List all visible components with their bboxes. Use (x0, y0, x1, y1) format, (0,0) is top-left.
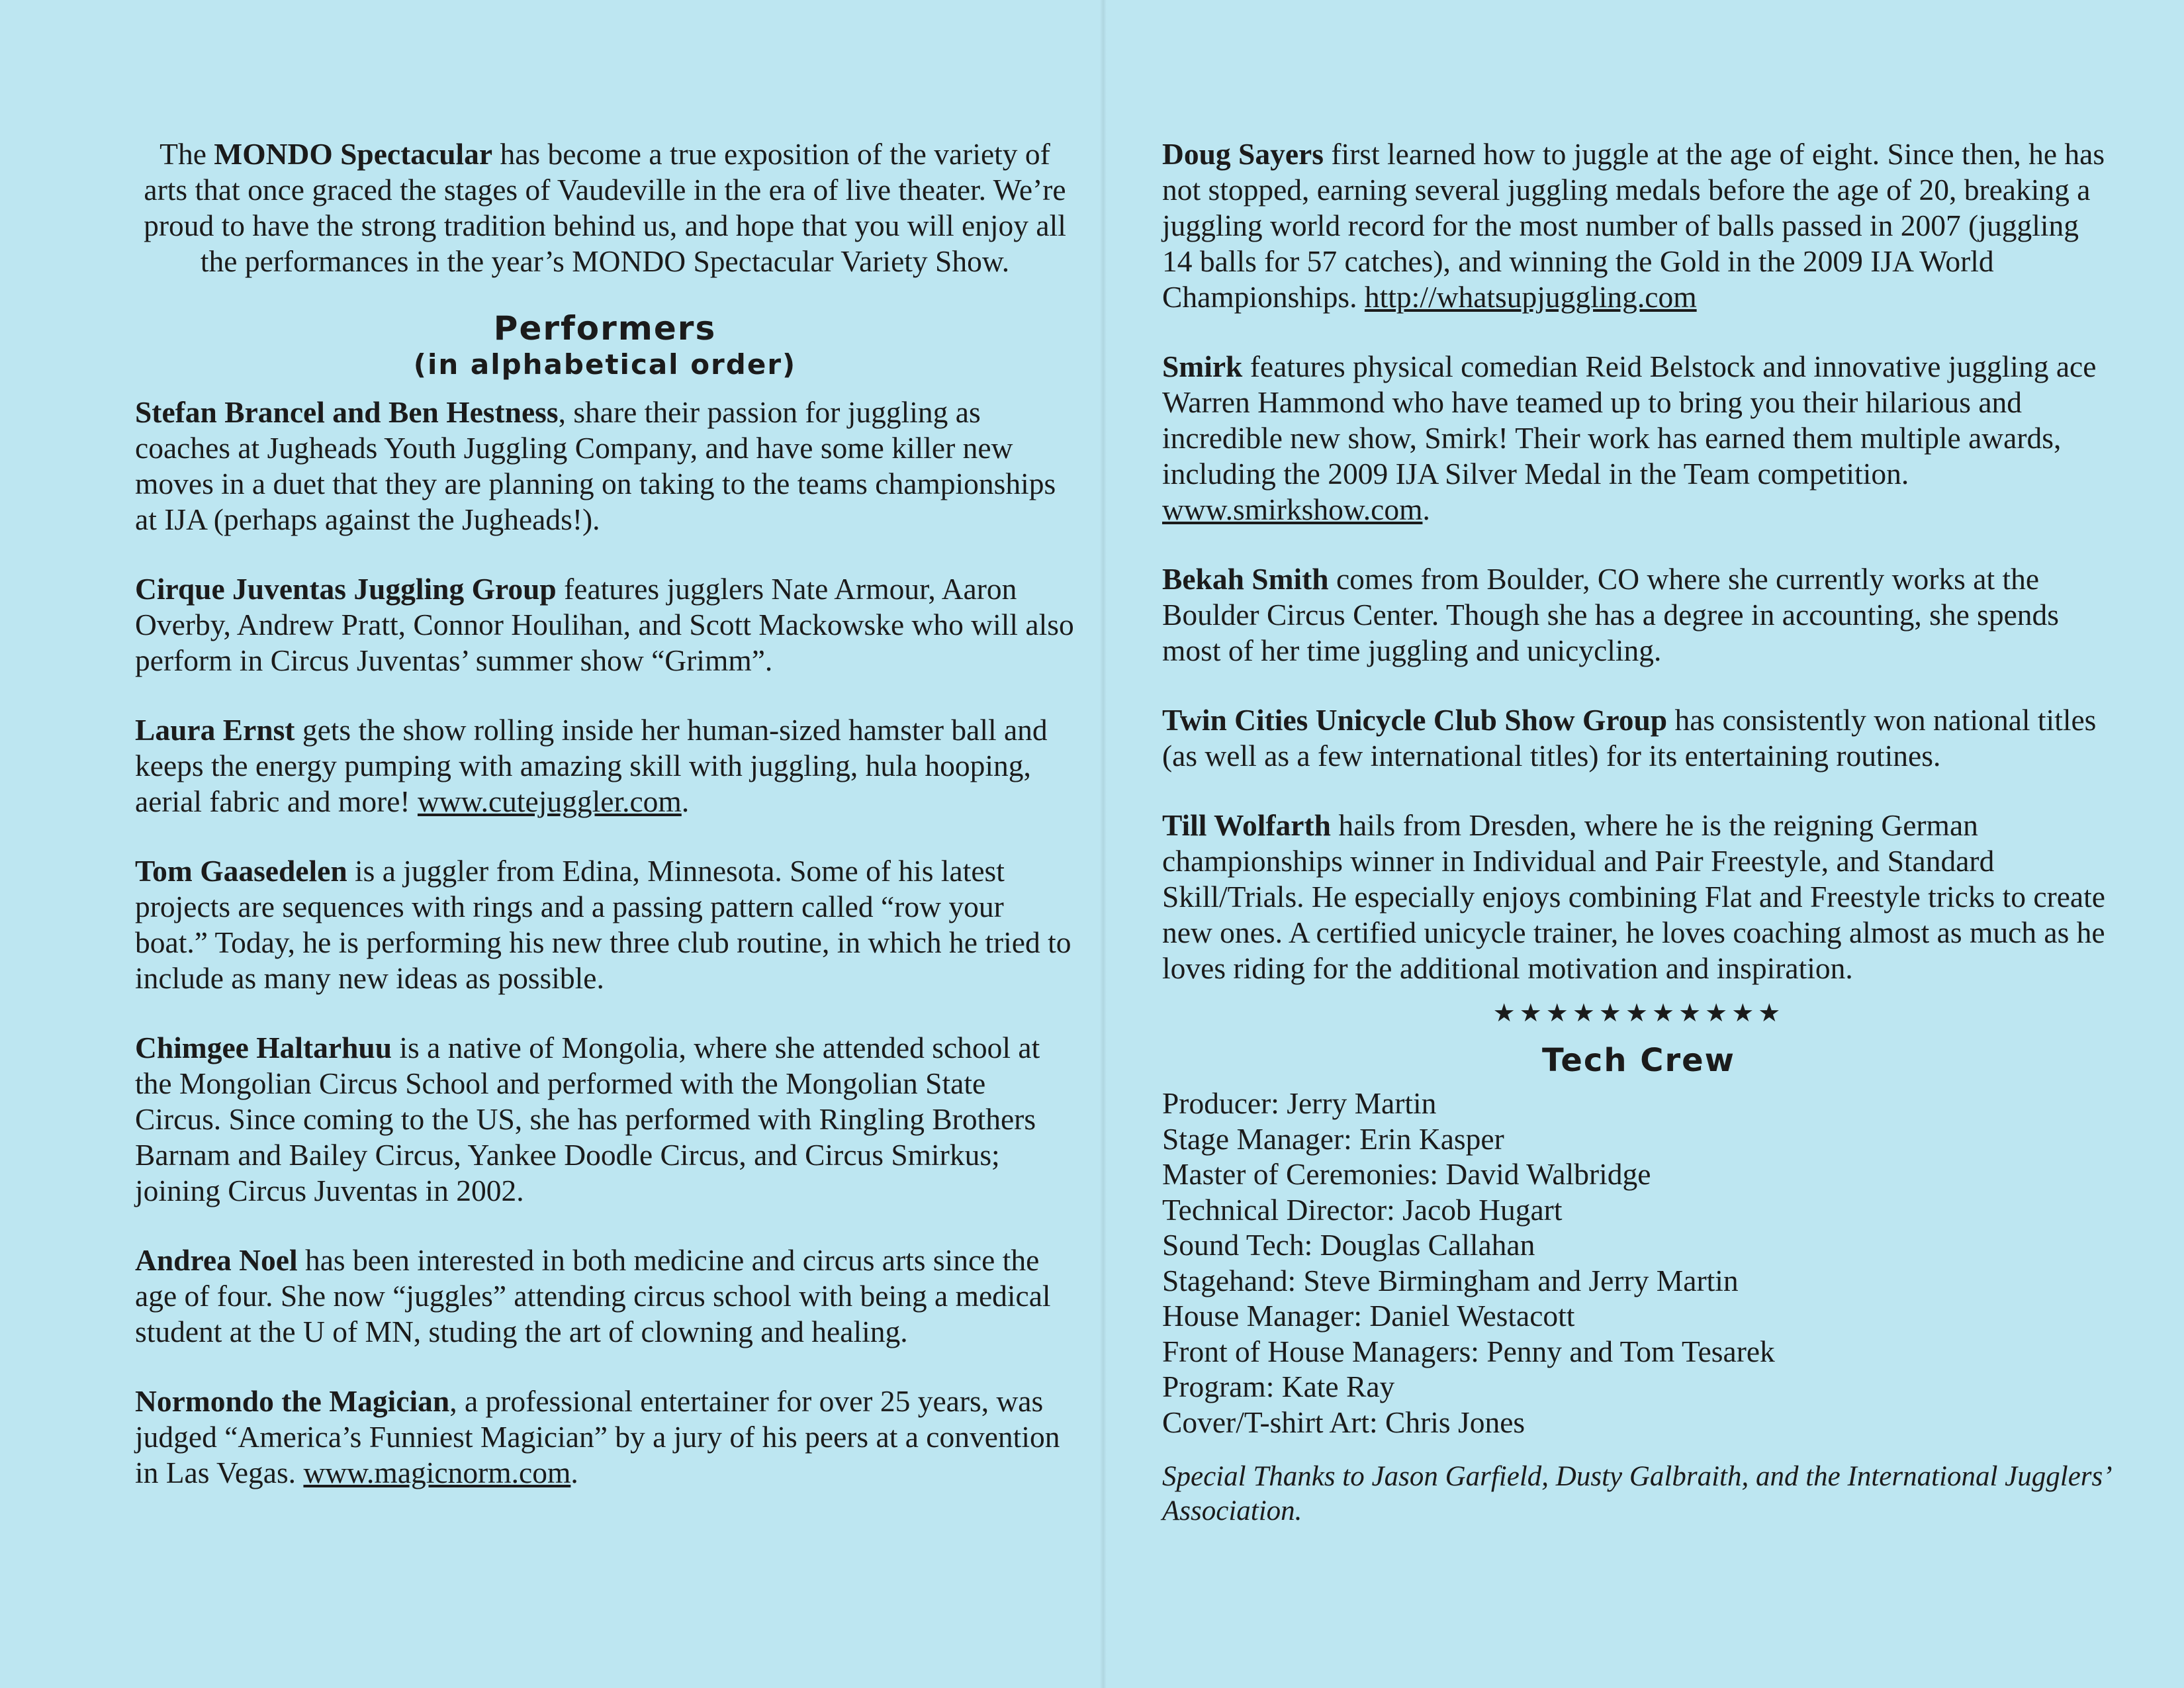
performer-website-link[interactable]: www.smirkshow.com (1162, 492, 1423, 526)
crew-credit-line: Master of Ceremonies: David Walbridge (1162, 1157, 1651, 1191)
performer-entry (135, 853, 1075, 996)
performer-entry (1162, 349, 2115, 528)
crew-credit-line: Sound Tech: Douglas Callahan (1162, 1228, 1535, 1262)
performer-name: Bekah Smith (1162, 562, 1329, 596)
performer-name: Till Wolfarth (1162, 808, 1331, 842)
performer-website-link[interactable]: www.magicnorm.com (303, 1456, 571, 1489)
performers-subheading: (in alphabetical order) (413, 348, 797, 381)
intro-text-rest: has become a true exposition of the variety of arts that once graced the stages of Vaudeville in the era of live theater. We’re proud to have the strong tradition behind us, and hope that you will enjoy all the performances in the year’s MONDO Spectacular Variety Show. (144, 137, 1066, 278)
performer-name: Andrea Noel (135, 1243, 298, 1277)
period: . (1422, 492, 1430, 526)
center-fold (1100, 0, 1107, 1688)
crew-credit-line: Stagehand: Steve Birmingham and Jerry Martin (1162, 1263, 1739, 1297)
performer-name: Doug Sayers (1162, 137, 1324, 171)
performer-bio: has been interested in both medicine and circus arts since the age of four. She now “juggles” attending circus school with being a medical student at the U of MN, studing the art of clowning and healing. (135, 1243, 1051, 1348)
tech-crew-heading: Tech Crew (1541, 1042, 1736, 1079)
performers-heading: Performers (493, 309, 717, 348)
performer-name: Chimgee Haltarhuu (135, 1031, 392, 1064)
performer-bio: features jugglers Nate Armour, Aaron Overby, Andrew Pratt, Connor Houlihan, and Scott Mackowske who will also perform in Circus Juventas’ summer show “Grimm”. (135, 572, 1074, 677)
performer-name: Normondo the Magician (135, 1384, 450, 1418)
intro-text-start: The (159, 137, 214, 171)
crew-credit-line: Cover/T-shirt Art: Chris Jones (1162, 1405, 1525, 1439)
star-divider: ★★★★★★★★★★★ (1492, 998, 1785, 1027)
performer-entry (135, 571, 1075, 679)
performer-bio: , share their passion for juggling as coaches at Jugheads Youth Juggling Company, and have some killer new moves in a duet that they are planning on taking to the teams championships at IJA (perhaps against the Jugheads!). (135, 395, 1056, 536)
performer-name: Cirque Juventas Juggling Group (135, 572, 557, 606)
performer-name: Tom Gaasedelen (135, 854, 347, 888)
performer-bio: first learned how to juggle at the age of eight. Since then, he has not stopped, earning several juggling medals before the age of 20, breaking a juggling world record for the most number of balls passed in 2007 (juggling 14 balls for 57 catches), and winning the Gold in the 2009 IJA World Championships. (1162, 137, 2105, 314)
crew-credit-line: Program: Kate Ray (1162, 1370, 1395, 1403)
performer-entry (1162, 702, 2115, 774)
right-column (1162, 136, 2115, 1528)
special-thanks: Special Thanks to Jason Garfield, Dusty Galbraith, and the International Jugglers’ Association. (1162, 1461, 2109, 1526)
performer-bio: gets the show rolling inside her human-sized hamster ball and keeps the energy pumping with amazing skill with juggling, hula hooping, aerial fabric and more! (135, 713, 1048, 818)
performer-entry (135, 1383, 1075, 1491)
performer-bio: features physical comedian Reid Belstock and innovative juggling ace Warren Hammond who have teamed up to bring you their hilarious and incredible new show, Smirk! Their work has earned them multiple awards, including the 2009 IJA Silver Medal in the Team competition. (1162, 350, 2097, 491)
performer-bio: , a professional entertainer for over 25 years, was judged “America’s Funniest Magician” by a jury of his peers at a convention in Las Vegas. (135, 1384, 1060, 1489)
crew-credit-line: Technical Director: Jacob Hugart (1162, 1192, 1563, 1227)
performer-entry (135, 395, 1075, 538)
crew-credit-line: Front of House Managers: Penny and Tom Tesarek (1162, 1334, 1775, 1368)
performer-entry (135, 712, 1075, 820)
performer-name: Laura Ernst (135, 713, 295, 747)
period: . (681, 784, 690, 818)
performer-bio: comes from Boulder, CO where she currently works at the Boulder Circus Center. Though she has a degree in accounting, she spends most of her time juggling and unicycling. (1162, 562, 2060, 667)
performer-entry (1162, 561, 2115, 669)
intro-paragraph (135, 136, 1075, 279)
performer-bio: is a juggler from Edina, Minnesota. Some of his latest projects are sequences with rings and a passing pattern called “row your boat.” Today, he is performing his new three club routine, in which he tried to include as many new ideas as possible. (135, 854, 1071, 995)
crew-credit-line: House Manager: Daniel Westacott (1162, 1299, 1575, 1333)
performer-website-link[interactable]: http://whatsupjuggling.com (1364, 280, 1697, 314)
performer-entry (135, 1030, 1075, 1209)
crew-credit-line: Stage Manager: Erin Kasper (1162, 1121, 1504, 1156)
performer-name: Stefan Brancel and Ben Hestness (135, 395, 559, 429)
performer-entry (135, 1243, 1075, 1350)
period: . (570, 1456, 578, 1489)
intro-brand: MONDO Spectacular (214, 137, 493, 171)
performer-website-link[interactable]: www.cutejuggler.com (417, 784, 682, 818)
performer-entry (1162, 808, 2115, 986)
performer-bio: hails from Dresden, where he is the reigning German championships winner in Individual and Pair Freestyle, and Standard Skill/Trials. He especially enjoys combining Flat and Freestyle tricks to create new ones. A certified unicycle trainer, he loves coaching almost as much as he loves riding for the additional motivation and inspiration. (1162, 808, 2105, 985)
crew-credit-line: Producer: Jerry Martin (1162, 1086, 1437, 1120)
performer-name: Twin Cities Unicycle Club Show Group (1162, 703, 1668, 737)
performer-name: Smirk (1162, 350, 1243, 383)
left-column (135, 136, 1075, 1524)
performer-entry (1162, 136, 2115, 315)
performer-bio: has consistently won national titles (as well as a few international titles) for its entertaining routines. (1162, 703, 2097, 773)
performer-bio: is a native of Mongolia, where she attended school at the Mongolian Circus School and performed with the Mongolian State Circus. Since coming to the US, she has performed with Ringling Brothers Barnam and Bailey Circus, Yankee Doodle Circus, and Circus Smirkus; joining Circus Juventas in 2002. (135, 1031, 1040, 1207)
